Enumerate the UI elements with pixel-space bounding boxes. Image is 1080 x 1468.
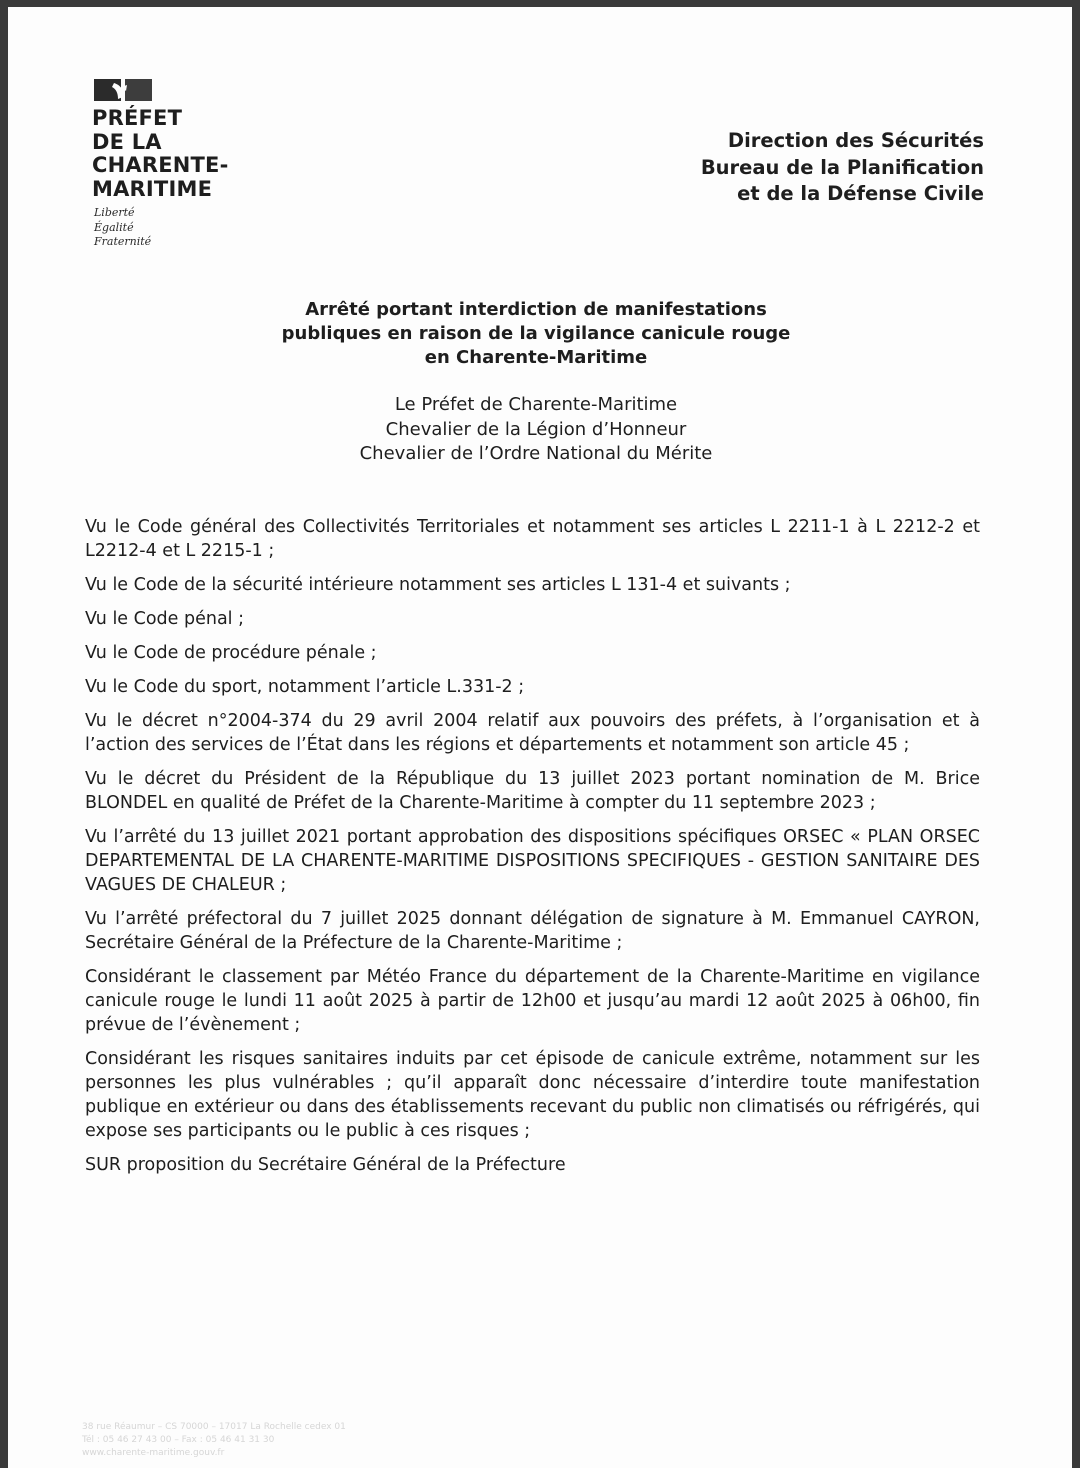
visa-paragraph: Vu le Code général des Collectivités Territoriales et notamment ses articles L 2211-1 à L 2212-2 et L2212-4 et L 2215-1 ;	[85, 517, 980, 561]
visa-paragraph: Vu le Code de procédure pénale ;	[85, 643, 377, 663]
considering-paragraph: Considérant le classement par Météo France du département de la Charente-Maritime en vigilance canicule rouge le lundi 11 août 2025 à partir de 12h00 et jusqu’au mardi 12 août 2025 à 06h00, fin prévue de l’évènement ;	[85, 967, 980, 1035]
title-line: publiques en raison de la vigilance canicule rouge	[281, 323, 791, 344]
service-line: Bureau de la Planification	[700, 155, 984, 179]
decree-body	[85, 515, 980, 1187]
service-line: Direction des Sécurités	[727, 129, 984, 152]
issuing-service	[701, 128, 984, 208]
document-page	[8, 7, 1072, 1468]
authority-block	[168, 393, 904, 467]
visa-paragraph: Vu le décret n°2004-374 du 29 avril 2004 relatif aux pouvoirs des préfets, à l’organisation et à l’action des services de l’État dans les régions et départements et notamment son article 45 ;	[85, 711, 980, 755]
motto-line: Fraternité	[94, 235, 152, 248]
prefecture-logo-text	[92, 107, 229, 201]
proposal-paragraph: SUR proposition du Secrétaire Général de la Préfecture	[85, 1155, 566, 1175]
considering-paragraph: Considérant les risques sanitaires induits par cet épisode de canicule extrême, notamment sur les personnes les plus vulnérables ; qu’il apparaît donc nécessaire d’interdire toute manifestation publique en extérieur ou dans des établissements recevant du public non climatisés ou réfrigérés, qui expose ses participants ou le public à ces risques ;	[85, 1049, 980, 1141]
visa-paragraph: Vu le décret du Président de la République du 13 juillet 2023 portant nomination de M. Brice BLONDEL en qualité de Préfet de la Charente-Maritime à compter du 11 septembre 2023 ;	[85, 769, 980, 813]
visa-paragraph: Vu le Code pénal ;	[85, 609, 245, 629]
title-line: Arrêté portant interdiction de manifestations	[305, 299, 767, 320]
authority-line: Le Préfet de Charente-Maritime	[394, 394, 678, 415]
logo-line: CHARENTE-	[92, 153, 229, 177]
footer-line: 38 rue Réaumur – CS 70000 – 17017 La Rochelle cedex 01	[82, 1422, 346, 1432]
logo-line: MARITIME	[92, 176, 213, 201]
logo-line: DE LA	[92, 129, 162, 154]
visa-paragraph: Vu l’arrêté du 13 juillet 2021 portant approbation des dispositions spécifiques ORSEC « PLAN ORSEC DEPARTEMENTAL DE LA CHARENTE-MARITIME DISPOSITIONS SPECIFIQUES - GESTION SANITAIRE DES VAGUES DE CHALEUR ;	[85, 827, 980, 895]
authority-line: Chevalier de l’Ordre National du Mérite	[359, 443, 713, 464]
marianne-logo-icon	[94, 79, 152, 101]
footer-line: www.charente-maritime.gouv.fr	[82, 1448, 225, 1458]
decree-title	[168, 298, 904, 370]
service-line: et de la Défense Civile	[737, 182, 984, 205]
address-footer	[82, 1421, 346, 1460]
motto-line: Liberté	[94, 206, 135, 219]
footer-line: Tél : 05 46 27 43 00 – Fax : 05 46 41 31 30	[82, 1435, 275, 1445]
logo-line: PRÉFET	[92, 106, 183, 130]
visa-paragraph: Vu le Code du sport, notamment l’article L.331-2 ;	[85, 677, 525, 697]
title-line: en Charente-Maritime	[424, 347, 648, 368]
motto-line: Égalité	[94, 220, 134, 234]
republic-motto	[94, 206, 151, 250]
visa-paragraph: Vu l’arrêté préfectoral du 7 juillet 2025 donnant délégation de signature à M. Emmanuel CAYRON, Secrétaire Général de la Préfecture de la Charente-Maritime ;	[85, 909, 980, 953]
visa-paragraph: Vu le Code de la sécurité intérieure notamment ses articles L 131-4 et suivants ;	[85, 575, 791, 595]
authority-line: Chevalier de la Légion d’Honneur	[385, 418, 687, 440]
